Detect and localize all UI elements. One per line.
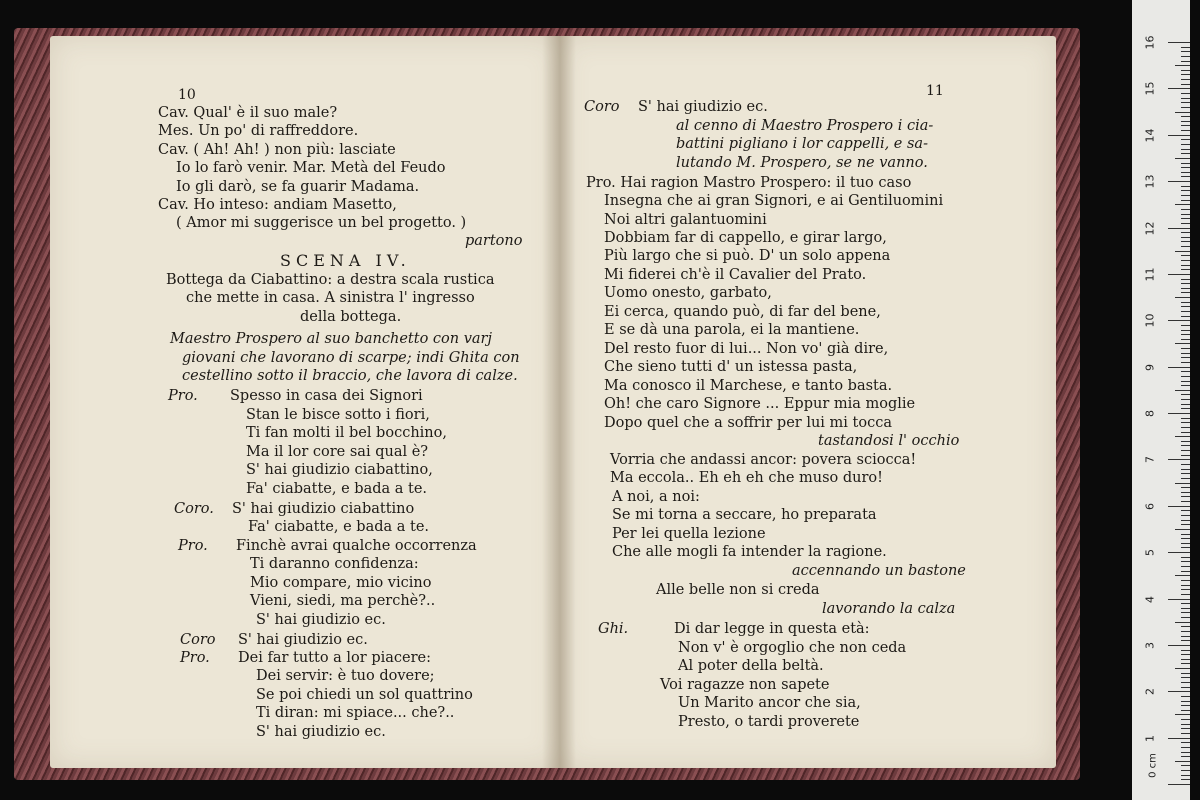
left-text-line: Maestro Prospero al suo banchetto con varj: [170, 331, 492, 347]
ruler-tick: [1168, 459, 1190, 460]
ruler-tick: [1181, 265, 1190, 266]
ruler-number: 4: [1143, 595, 1157, 603]
ruler-tick: [1175, 158, 1190, 159]
ruler-tick: [1181, 237, 1190, 238]
left-text-line: Coro.: [174, 501, 214, 517]
left-text-line: Cav. ( Ah! Ah! ) non più: lasciate: [158, 142, 396, 158]
ruler-tick: [1181, 241, 1190, 242]
page-number-left: 10: [178, 87, 196, 103]
ruler-tick: [1181, 640, 1190, 641]
ruler-number: 11: [1143, 267, 1157, 282]
left-text-line: Se poi chiedi un sol quattrino: [256, 687, 473, 703]
ruler-number: 16: [1143, 35, 1157, 50]
left-text-line: SCENA IV.: [280, 251, 411, 270]
right-text-line: Dobbiam far di cappello, e girar largo,: [604, 230, 887, 246]
right-text-line: Insegna che ai gran Signori, e ai Gentiluomini: [604, 193, 944, 209]
ruler-tick: [1181, 724, 1190, 725]
ruler-tick: [1181, 232, 1190, 233]
left-text-line: S' hai giudizio ec.: [256, 612, 386, 628]
ruler-tick: [1181, 496, 1190, 497]
ruler-tick: [1181, 478, 1190, 479]
ruler-tick: [1181, 316, 1190, 317]
ruler-tick: [1181, 357, 1190, 358]
left-text-line: Fa' ciabatte, e bada a te.: [248, 519, 430, 535]
ruler-tick: [1181, 186, 1190, 187]
ruler-tick: [1181, 524, 1190, 525]
ruler-tick: [1175, 297, 1190, 298]
right-text-line: tastandosi l' occhio: [818, 433, 960, 449]
ruler-tick: [1181, 223, 1190, 224]
ruler-tick: [1181, 728, 1190, 729]
right-text-line: al cenno di Maestro Prospero i cia-: [676, 118, 934, 134]
ruler-tick: [1181, 56, 1190, 57]
left-text-line: Pro.: [168, 388, 198, 404]
ruler-tick: [1181, 348, 1190, 349]
ruler-tick: [1181, 626, 1190, 627]
ruler-tick: [1168, 552, 1190, 553]
ruler-tick: [1168, 181, 1190, 182]
right-text-line: Dopo quel che a soffrir per lui mi tocca: [604, 415, 892, 431]
right-text-line: Del resto fuor di lui... Non vo' già dire,: [604, 341, 889, 357]
ruler-tick: [1181, 659, 1190, 660]
ruler-tick: [1175, 112, 1190, 113]
ruler-tick: [1181, 79, 1190, 80]
left-text-line: Dei far tutto a lor piacere:: [238, 650, 431, 666]
right-text-line: Per lei quella lezione: [612, 526, 766, 542]
ruler-tick: [1181, 441, 1190, 442]
left-text-line: cestellino sotto il braccio, che lavora di calze.: [182, 368, 518, 384]
ruler-tick: [1181, 214, 1190, 215]
ruler-tick: [1175, 251, 1190, 252]
ruler-tick: [1181, 385, 1190, 386]
ruler-tick: [1181, 153, 1190, 154]
ruler-tick: [1181, 510, 1190, 511]
ruler-tick: [1181, 306, 1190, 307]
left-text-line: Cav. Qual' è il suo male?: [158, 105, 338, 121]
left-text-line: Pro.: [180, 650, 210, 666]
ruler-tick: [1168, 691, 1190, 692]
ruler-tick: [1181, 742, 1190, 743]
ruler-tick: [1175, 668, 1190, 669]
right-text-line: accennando un bastone: [792, 563, 966, 579]
ruler-tick: [1175, 575, 1190, 576]
left-text-line: Stan le bisce sotto i fiori,: [246, 407, 430, 423]
left-text-line: ( Amor mi suggerisce un bel progetto. ): [176, 215, 467, 231]
page-number-right: 11: [926, 83, 944, 99]
left-text-line: Io lo farò venir. Mar. Metà del Feudo: [176, 160, 446, 176]
ruler-tick: [1181, 696, 1190, 697]
ruler-tick: [1175, 761, 1190, 762]
ruler-tick: [1181, 190, 1190, 191]
ruler-tick: [1181, 705, 1190, 706]
ruler-tick: [1181, 176, 1190, 177]
ruler-tick: [1181, 654, 1190, 655]
ruler-tick: [1181, 260, 1190, 261]
ruler-tick: [1181, 125, 1190, 126]
right-page: [560, 36, 1056, 768]
ruler-tick: [1181, 543, 1190, 544]
ruler-tick: [1181, 682, 1190, 683]
ruler-tick: [1181, 74, 1190, 75]
left-text-line: Ma il lor core sai qual è?: [246, 444, 429, 460]
ruler-label: 0 cm: [1147, 753, 1159, 778]
left-text-line: partono: [465, 233, 523, 249]
ruler-tick: [1181, 547, 1190, 548]
left-text-line: Mes. Un po' di raffreddore.: [158, 123, 359, 139]
ruler-tick: [1181, 399, 1190, 400]
ruler-tick: [1175, 483, 1190, 484]
ruler-tick: [1181, 302, 1190, 303]
ruler-tick: [1181, 487, 1190, 488]
ruler-number: 9: [1143, 363, 1157, 371]
ruler-tick: [1175, 622, 1190, 623]
ruler-tick: [1181, 404, 1190, 405]
ruler-tick: [1168, 228, 1190, 229]
ruler-tick: [1181, 450, 1190, 451]
ruler-tick: [1181, 172, 1190, 173]
right-text-line: lutando M. Prospero, se ne vanno.: [676, 155, 928, 171]
ruler-tick: [1181, 445, 1190, 446]
right-text-line: Oh! che caro Signore ... Eppur mia moglie: [604, 396, 916, 412]
right-text-line: Pro. Hai ragion Mastro Prospero: il tuo caso: [586, 175, 912, 191]
ruler-tick: [1181, 422, 1190, 423]
ruler-tick: [1181, 473, 1190, 474]
right-text-line: A noi, a noi:: [612, 489, 700, 505]
ruler-tick: [1168, 738, 1190, 739]
ruler-tick: [1168, 599, 1190, 600]
ruler-tick: [1181, 70, 1190, 71]
right-text-line: Coro: [584, 99, 620, 115]
ruler-tick: [1181, 246, 1190, 247]
ruler-tick: [1181, 756, 1190, 757]
ruler-tick: [1181, 752, 1190, 753]
ruler-tick: [1181, 589, 1190, 590]
ruler-tick: [1181, 701, 1190, 702]
ruler-tick: [1181, 362, 1190, 363]
ruler-tick: [1181, 566, 1190, 567]
right-text-line: lavorando la calza: [822, 601, 956, 617]
ruler-tick: [1181, 334, 1190, 335]
ruler-tick: [1181, 427, 1190, 428]
ruler-tick: [1181, 663, 1190, 664]
ruler-tick: [1181, 571, 1190, 572]
ruler-tick: [1181, 51, 1190, 52]
right-text-line: Ghi.: [598, 621, 629, 637]
ruler-tick: [1175, 343, 1190, 344]
ruler-tick: [1181, 538, 1190, 539]
ruler-tick: [1181, 330, 1190, 331]
right-text-line: Vorria che andassi ancor: povera sciocca!: [610, 452, 917, 468]
right-text-line: Al poter della beltà.: [678, 658, 824, 674]
ruler-tick: [1181, 580, 1190, 581]
ruler-number: 14: [1143, 128, 1157, 143]
ruler-number: 13: [1143, 174, 1157, 189]
right-text-line: Che sieno tutti d' un istessa pasta,: [604, 359, 858, 375]
left-page: [50, 36, 560, 768]
ruler-tick: [1181, 269, 1190, 270]
ruler-tick: [1181, 116, 1190, 117]
ruler-number: 12: [1143, 221, 1157, 235]
right-text-line: S' hai giudizio ec.: [638, 99, 768, 115]
right-text-line: Non v' è orgoglio che non ceda: [678, 640, 907, 656]
ruler-tick: [1181, 144, 1190, 145]
ruler-tick: [1175, 714, 1190, 715]
ruler-tick: [1181, 520, 1190, 521]
ruler-number: 5: [1143, 549, 1157, 557]
ruler-tick: [1181, 765, 1190, 766]
ruler-number: 8: [1143, 410, 1157, 417]
ruler-tick: [1175, 529, 1190, 530]
ruler-tick: [1181, 561, 1190, 562]
ruler-tick: [1181, 47, 1190, 48]
ruler-number: 15: [1143, 81, 1157, 96]
ruler-tick: [1175, 65, 1190, 66]
ruler-tick: [1181, 394, 1190, 395]
ruler-tick: [1181, 209, 1190, 210]
ruler-tick: [1181, 492, 1190, 493]
left-text-line: Ti fan molti il bel bocchino,: [246, 425, 447, 441]
ruler-tick: [1181, 195, 1190, 196]
ruler-tick: [1181, 687, 1190, 688]
left-text-line: che mette in casa. A sinistra l' ingresso: [186, 290, 475, 306]
left-text-line: della bottega.: [300, 309, 402, 325]
ruler-tick: [1181, 779, 1190, 780]
ruler-tick: [1168, 42, 1190, 43]
ruler-tick: [1181, 279, 1190, 280]
ruler-tick: [1168, 506, 1190, 507]
left-text-line: Ti daranno confidenza:: [250, 556, 419, 572]
ruler-tick: [1181, 469, 1190, 470]
ruler-tick: [1181, 455, 1190, 456]
right-text-line: Mi fiderei ch'è il Cavalier del Prato.: [604, 267, 867, 283]
ruler-tick: [1181, 139, 1190, 140]
left-text-line: Fa' ciabatte, e bada a te.: [246, 481, 428, 497]
left-text-line: Vieni, siedi, ma perchè?..: [250, 593, 436, 609]
ruler-tick: [1181, 515, 1190, 516]
ruler-tick: [1181, 93, 1190, 94]
ruler-tick: [1181, 534, 1190, 535]
ruler-tick: [1181, 710, 1190, 711]
ruler-number: 6: [1143, 502, 1157, 510]
right-text-line: Presto, o tardi proverete: [678, 714, 860, 730]
ruler-tick: [1181, 770, 1190, 771]
left-text-line: Bottega da Ciabattino: a destra scala rustica: [166, 272, 495, 288]
ruler-tick: [1181, 631, 1190, 632]
ruler-tick: [1181, 608, 1190, 609]
ruler-tick: [1181, 501, 1190, 502]
ruler-tick: [1181, 121, 1190, 122]
left-text-line: Pro.: [178, 538, 208, 554]
left-text-line: S' hai giudizio ciabattino: [232, 501, 415, 517]
ruler-tick: [1181, 61, 1190, 62]
left-text-line: S' hai giudizio ec.: [256, 724, 386, 740]
ruler-tick: [1181, 464, 1190, 465]
ruler-tick: [1181, 733, 1190, 734]
right-text-line: Se mi torna a seccare, ho preparata: [612, 507, 877, 523]
ruler-tick: [1168, 413, 1190, 414]
left-text-line: Coro: [180, 632, 216, 648]
left-text-line: Mio compare, mio vicino: [250, 575, 432, 591]
ruler-tick: [1181, 381, 1190, 382]
right-text-line: Voi ragazze non sapete: [660, 677, 830, 693]
left-text-line: S' hai giudizio ec.: [238, 632, 368, 648]
ruler-tick: [1175, 204, 1190, 205]
right-text-line: Ei cerca, quando può, di far del bene,: [604, 304, 881, 320]
left-text-line: Io gli darò, se fa guarir Madama.: [176, 179, 420, 195]
ruler-number: 7: [1143, 456, 1157, 464]
ruler-tick: [1181, 432, 1190, 433]
ruler-tick: [1181, 603, 1190, 604]
ruler-tick: [1168, 135, 1190, 136]
right-text-line: Ma eccola.. Eh eh eh che muso duro!: [610, 470, 883, 486]
ruler-tick: [1181, 408, 1190, 409]
ruler-tick: [1181, 107, 1190, 108]
ruler-tick: [1181, 102, 1190, 103]
ruler-tick: [1168, 367, 1190, 368]
ruler-tick: [1168, 320, 1190, 321]
ruler-tick: [1181, 163, 1190, 164]
ruler-number: 10: [1143, 313, 1157, 328]
right-text-line: Che alle mogli fa intender la ragione.: [612, 544, 887, 560]
right-text-line: Più largo che si può. D' un solo appena: [604, 248, 891, 264]
ruler-tick: [1181, 292, 1190, 293]
ruler-tick: [1181, 167, 1190, 168]
right-text-line: Uomo onesto, garbato,: [604, 285, 772, 301]
ruler-tick: [1168, 88, 1190, 89]
left-text-line: S' hai giudizio ciabattino,: [246, 462, 433, 478]
ruler-tick: [1168, 784, 1190, 785]
left-text-line: Cav. Ho inteso: andiam Masetto,: [158, 197, 397, 213]
right-text-line: Un Marito ancor che sia,: [678, 695, 861, 711]
ruler-tick: [1181, 719, 1190, 720]
right-text-line: Di dar legge in questa età:: [674, 621, 870, 637]
ruler-tick: [1181, 594, 1190, 595]
ruler-tick: [1181, 775, 1190, 776]
ruler-tick: [1181, 585, 1190, 586]
ruler-tick: [1181, 557, 1190, 558]
ruler-tick: [1181, 418, 1190, 419]
measurement-ruler: [1132, 0, 1190, 800]
ruler-tick: [1181, 371, 1190, 372]
right-text-line: Noi altri galantuomini: [604, 212, 767, 228]
ruler-tick: [1181, 747, 1190, 748]
ruler-tick: [1181, 677, 1190, 678]
ruler-number: 1: [1143, 734, 1157, 742]
ruler-tick: [1181, 339, 1190, 340]
ruler-tick: [1181, 149, 1190, 150]
ruler-tick: [1168, 645, 1190, 646]
ruler-number: 3: [1143, 641, 1157, 649]
ruler-tick: [1181, 636, 1190, 637]
ruler-tick: [1181, 98, 1190, 99]
ruler-tick: [1181, 283, 1190, 284]
right-text-line: Ma conosco il Marchese, e tanto basta.: [604, 378, 893, 394]
right-text-line: E se dà una parola, ei la mantiene.: [604, 322, 860, 338]
ruler-tick: [1181, 353, 1190, 354]
left-text-line: Dei servir: è tuo dovere;: [256, 668, 435, 684]
ruler-tick: [1181, 84, 1190, 85]
ruler-tick: [1168, 274, 1190, 275]
ruler-tick: [1181, 130, 1190, 131]
ruler-tick: [1181, 200, 1190, 201]
left-text-line: giovani che lavorano di scarpe; indi Ghita con: [182, 350, 520, 366]
left-text-line: Ti diran: mi spiace... che?..: [256, 705, 455, 721]
ruler-tick: [1181, 376, 1190, 377]
ruler-tick: [1181, 218, 1190, 219]
ruler-tick: [1181, 255, 1190, 256]
ruler-tick: [1175, 436, 1190, 437]
ruler-tick: [1181, 612, 1190, 613]
right-text-line: Alle belle non si creda: [656, 582, 820, 598]
ruler-tick: [1181, 288, 1190, 289]
ruler-tick: [1181, 311, 1190, 312]
ruler-tick: [1181, 650, 1190, 651]
ruler-tick: [1181, 673, 1190, 674]
ruler-number: 2: [1143, 688, 1157, 696]
right-text-line: battini pigliano i lor cappelli, e sa-: [676, 136, 928, 152]
ruler-tick: [1175, 390, 1190, 391]
ruler-tick: [1181, 617, 1190, 618]
ruler-tick: [1181, 325, 1190, 326]
left-text-line: Finchè avrai qualche occorrenza: [236, 538, 477, 554]
left-text-line: Spesso in casa dei Signori: [230, 388, 423, 404]
